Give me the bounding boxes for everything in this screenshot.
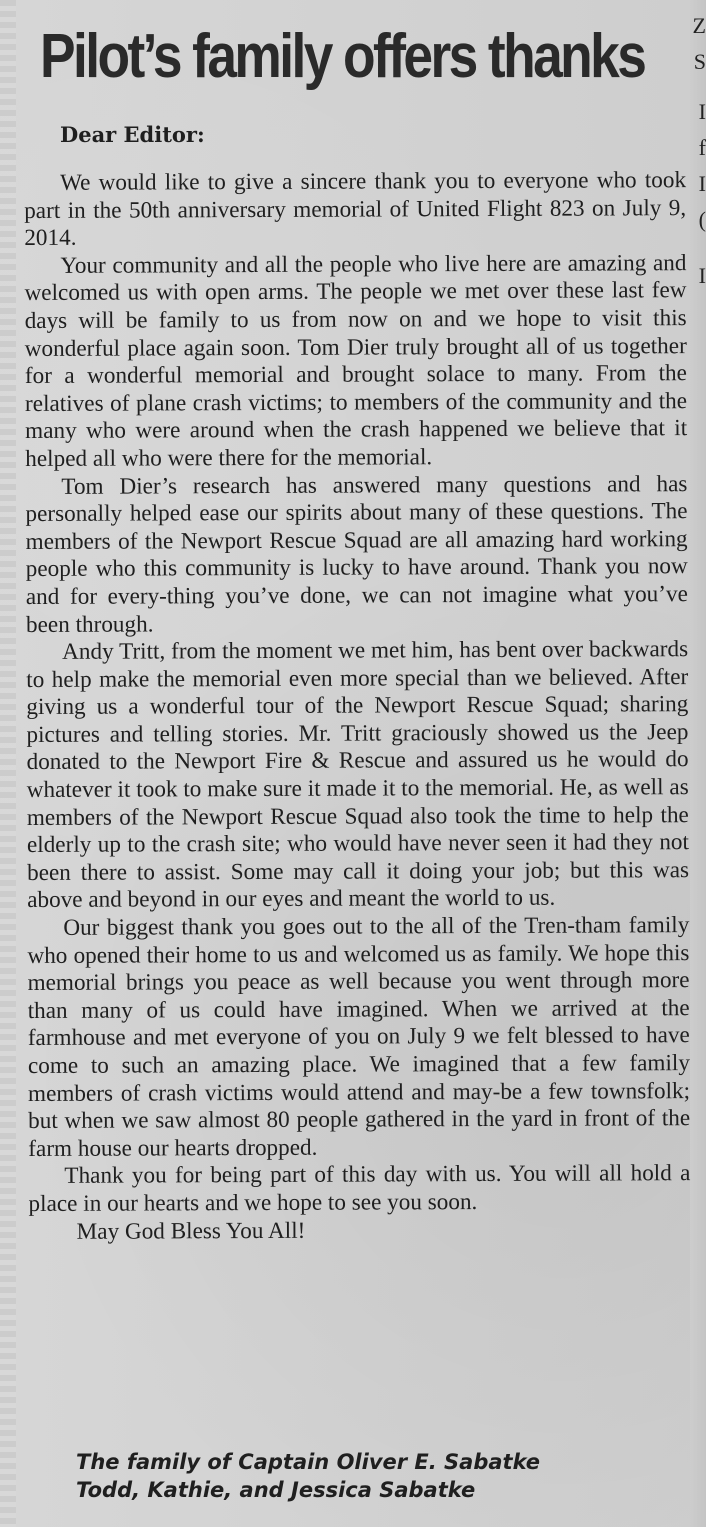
paragraph: Thank you for being part of this day with us. You will all hold a place in our hearts and we hope to see you soon.: [28, 1160, 691, 1217]
fragment-char: f: [698, 135, 706, 160]
closing-line: May God Bless You All!: [76, 1217, 306, 1245]
paragraph: Our biggest thank you goes out to the all of the Tren-tham family who opened their home to us and welcomed us as family. We hope this memorial brings you peace as well because you went through more than many of us could have imagined. When we arrived at the farmhouse and met everyone of you on July 9 we felt blessed to have come to such an amazing place. We imagined that a few family members of crash victims would attend and may-be a few townsfolk; but when we saw almost 80 people gathered in the yard in front of the farm house our hearts dropped.: [27, 912, 691, 1162]
fragment-char: S: [693, 49, 706, 74]
torn-left-edge: [0, 0, 16, 1527]
letter-body: [24, 167, 691, 1246]
adjacent-column-fragments: [692, 8, 706, 294]
headline: Pilot’s family offers thanks: [40, 22, 645, 91]
salutation: Dear Editor:: [60, 122, 205, 147]
fragment-char: I: [698, 171, 706, 196]
fragment-char: I: [698, 99, 706, 124]
paragraph: We would like to give a sincere thank you to everyone who took part in the 50th anniversary memorial of United Flight 823 on July 9, 2014.: [24, 167, 687, 252]
fragment-char: I: [698, 263, 706, 288]
paragraph: Tom Dier’s research has answered many questions and has personally helped ease our spirits about many of these questions. The members of the Newport Rescue Squad are all amazing hard working people who this community is lucky to have around. Thank you now and for every-thing you’ve done, we can not imagine what you’ve been through.: [25, 470, 688, 638]
signature-line-1: The family of Captain Oliver E. Sabatke: [76, 1450, 541, 1474]
fragment-char: (: [698, 207, 706, 232]
fragment-char: Z: [692, 13, 706, 38]
signature-line-2: Todd, Kathie, and Jessica Sabatke: [76, 1478, 476, 1502]
signature: [76, 1448, 540, 1504]
paragraph: Andy Tritt, from the moment we met him, has bent over backwards to help make the memorial even more special than we believed. After giving us a wonderful tour of the Newport Rescue Squad; sharing pictures and telling stories. Mr. Tritt graciously showed us the Jeep donated to the Newport Fire & Rescue and assured us he would do whatever it took to make sure it made it to the memorial. He, as well as members of the Newport Rescue Squad also took the time to help the elderly up to the crash site; who would have never seen it had they not been there to assist. Some may call it doing your job; but this was above and beyond in our eyes and meant the world to us.: [26, 636, 690, 914]
paragraph: Your community and all the people who live here are amazing and welcomed us with open arms. The people we met over these last few days will be family to us from now on and we hope to visit this wonderful place again soon. Tom Dier truly brought all of us together for a wonderful memorial and brought solace to many. From the relatives of plane crash victims; to members of the community and the many who were around when the crash happened we believe that it helped all who were there for the memorial.: [24, 249, 688, 472]
